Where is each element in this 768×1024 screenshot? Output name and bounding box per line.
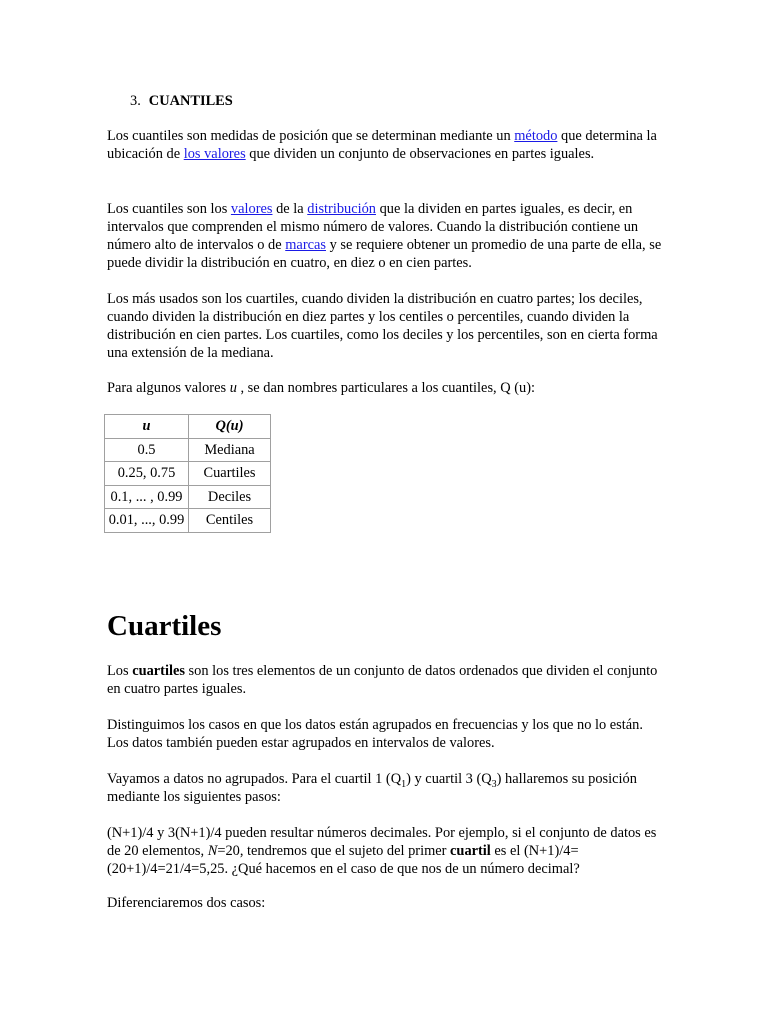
text-run: Los cuantiles son medidas de posición que se determinan mediante un (107, 128, 515, 144)
header-u: u (105, 415, 189, 439)
text-run: Vayamos a datos no agrupados. Para el cuartil 1 (Q (107, 771, 402, 787)
link-los-valores[interactable]: los valores (183, 146, 246, 162)
table-cell: 0.5 (105, 438, 189, 462)
bold-term: cuartil (450, 843, 491, 859)
paragraph-cuartiles-definition (107, 662, 667, 698)
bold-term: cuartiles (132, 663, 185, 679)
header-qu: Q(u) (189, 415, 271, 439)
text-run: Los (107, 663, 133, 679)
text-run: es el (N+1)/4=(20+1)/4=21/4=5,25. ¿Qué hacemos en el caso de que nos de un número decimal? (107, 843, 580, 877)
quantiles-table (104, 414, 271, 533)
section-number: 3. (130, 93, 141, 109)
table-cell: Cuartiles (189, 462, 271, 486)
text-run: , se dan nombres particulares a los cuantiles, Q (u): (236, 380, 536, 396)
paragraph-cuantiles-values (107, 200, 667, 272)
table-row (105, 509, 271, 533)
table-row (105, 485, 271, 509)
text-run: que la dividen en partes iguales, es decir, en intervalos que comprenden el mismo número de valores. Cuando la distribución contiene un número alto de intervalos o de (107, 201, 639, 253)
table-cell: Centiles (189, 509, 271, 533)
paragraph-decimal-example (107, 824, 667, 878)
variable-u: u (229, 380, 237, 396)
table-cell: Mediana (189, 438, 271, 462)
text-run: =20, tendremos que el sujeto del primer (217, 843, 451, 859)
text-run: son los tres elementos de un conjunto de datos ordenados que dividen el conjunto en cuatro partes iguales. (107, 663, 658, 697)
paragraph-cases: Distinguimos los casos en que los datos están agrupados en frecuencias y los que no lo están. Los datos también pueden estar agrupados en intervalos de valores. (107, 717, 643, 751)
table-header-row (105, 415, 271, 439)
table-cell: 0.1, ... , 0.99 (105, 485, 189, 509)
table-row (105, 462, 271, 486)
section-title: CUANTILES (148, 93, 233, 109)
table-cell: 0.01, ..., 0.99 (105, 509, 189, 533)
text-run: Para algunos valores (107, 380, 230, 396)
text-run: Los cuantiles son los (107, 201, 231, 217)
text-run: ) y cuartil 3 (Q (406, 771, 492, 787)
subscript: 3 (491, 778, 497, 790)
paragraph-no-agrupados (107, 770, 667, 806)
table-cell: 0.25, 0.75 (105, 462, 189, 486)
text-run: y se requiere obtener un promedio de una parte de ella, se puede dividir la distribución en cuatro, en diez o en cien partes. (107, 237, 662, 271)
text-run: de la (272, 201, 308, 217)
text-run: que dividen un conjunto de observaciones en partes iguales. (245, 146, 595, 162)
variable-n: N (207, 843, 218, 859)
subscript: 1 (401, 778, 407, 790)
section-heading (130, 92, 690, 110)
link-distribucion[interactable]: distribución (307, 201, 376, 217)
link-marcas[interactable]: marcas (285, 237, 326, 253)
paragraph-two-cases: Diferenciaremos dos casos: (107, 895, 266, 911)
text-run: que determina la ubicación de (107, 128, 657, 162)
text-run: (N+1)/4 y 3(N+1)/4 pueden resultar números decimales. Por ejemplo, si el conjunto de datos es de 20 elementos, (107, 825, 657, 859)
table-row (105, 438, 271, 462)
paragraph-most-used: Los más usados son los cuartiles, cuando dividen la distribución en cuatro partes; los deciles, cuando dividen la distribución en diez partes y los centiles o percentiles, cuando dividen la distribución en cien partes. Los cuartiles, como los deciles y los percentiles, son en cierta forma una extensión de la mediana. (107, 291, 658, 361)
cuartiles-heading: Cuartiles (107, 610, 222, 642)
paragraph-table-intro (107, 379, 667, 397)
link-metodo[interactable]: método (514, 128, 558, 144)
table-cell: Deciles (189, 485, 271, 509)
text-run: ) hallaremos su posición mediante los siguientes pasos: (107, 771, 637, 805)
paragraph-cuantiles-definition (107, 127, 667, 163)
link-valores[interactable]: valores (230, 201, 273, 217)
